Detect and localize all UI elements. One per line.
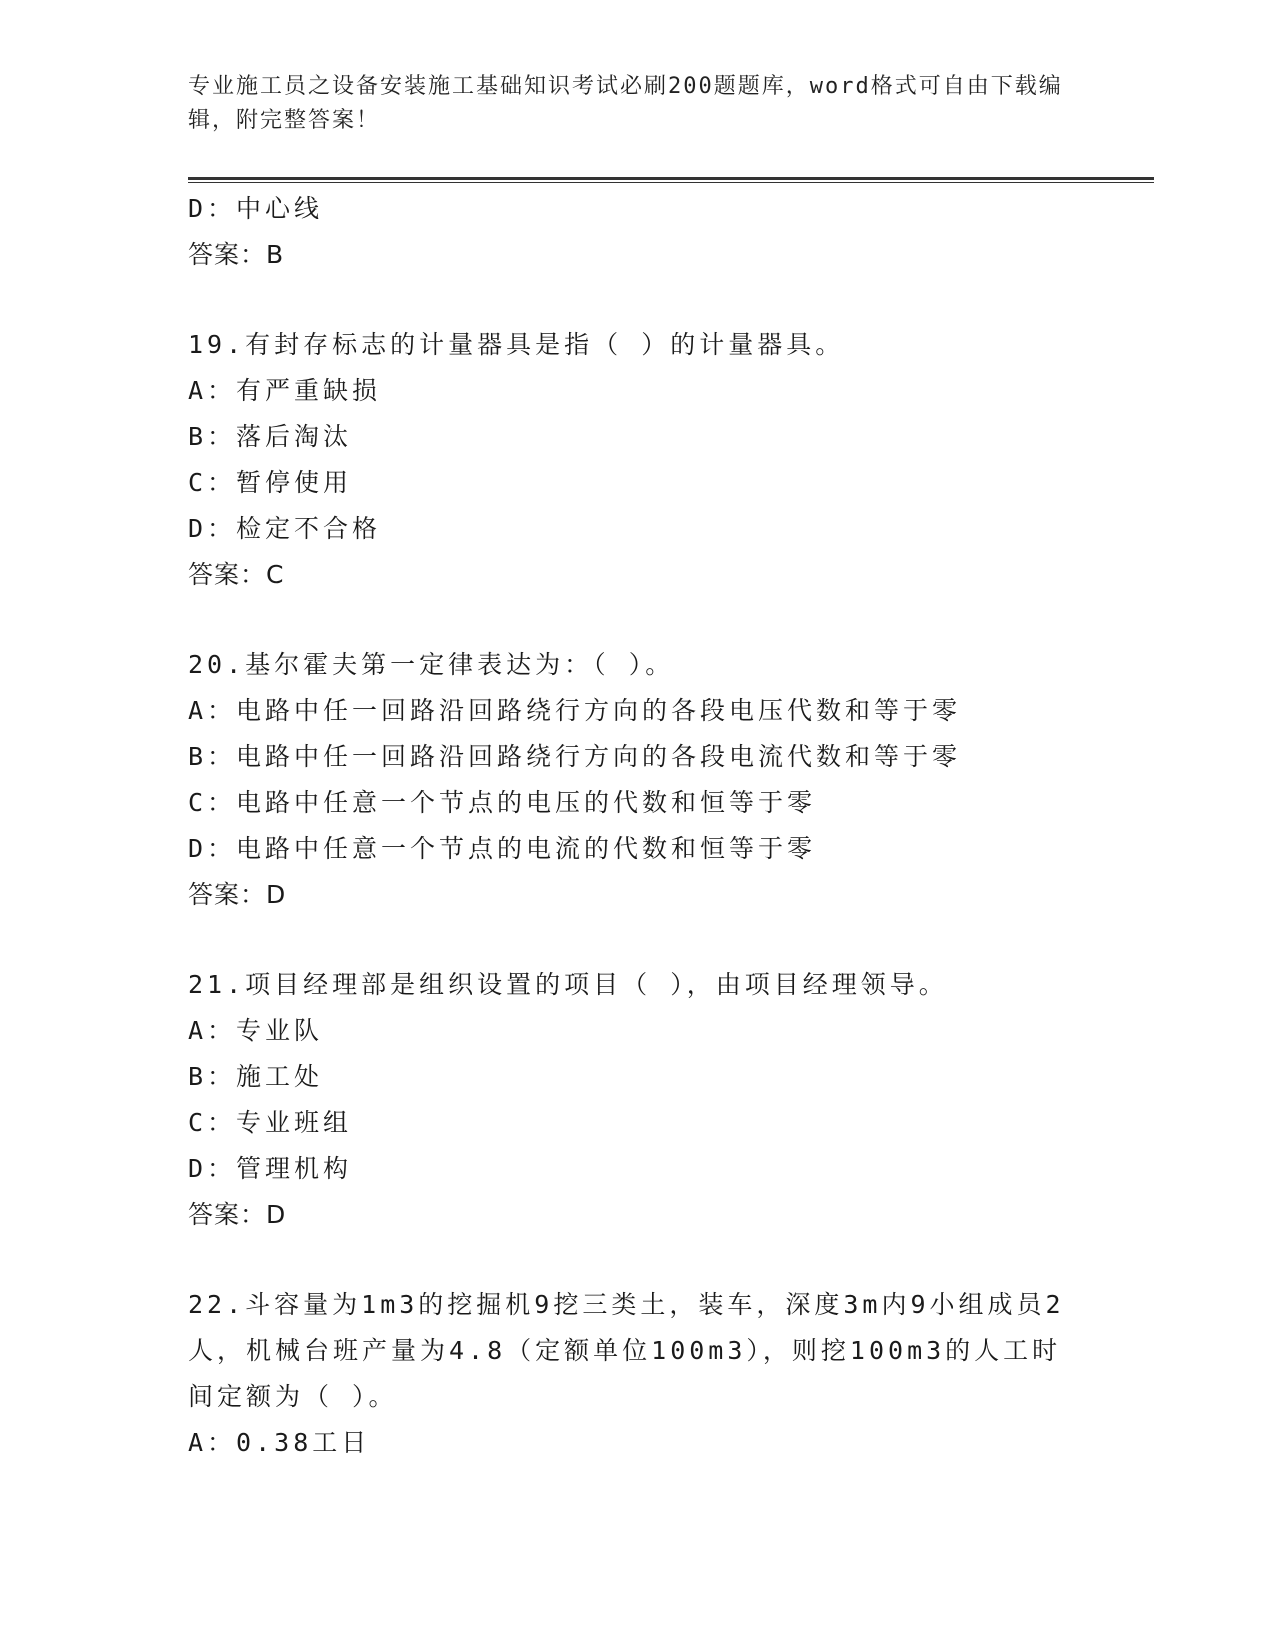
spacer bbox=[188, 598, 1088, 642]
answer: 答案：C bbox=[188, 560, 285, 589]
option-c: C：专业班组 bbox=[188, 1108, 353, 1137]
option-c: C：电路中任意一个节点的电压的代数和恒等于零 bbox=[188, 788, 817, 817]
option-b: B：落后淘汰 bbox=[188, 422, 353, 451]
carryover-answer: 答案：B bbox=[188, 240, 285, 269]
option-d: D：电路中任意一个节点的电流的代数和恒等于零 bbox=[188, 834, 817, 863]
question-22 bbox=[188, 1282, 1088, 1466]
option-b: B：施工处 bbox=[188, 1062, 324, 1091]
question-stem: 19.有封存标志的计量器具是指（ ）的计量器具。 bbox=[188, 330, 845, 359]
question-19 bbox=[188, 322, 1088, 598]
option-d: D：检定不合格 bbox=[188, 514, 382, 543]
spacer bbox=[188, 918, 1088, 962]
option-d: D：管理机构 bbox=[188, 1154, 353, 1183]
question-stem: 22.斗容量为1m3的挖掘机9挖三类土，装车，深度3m内9小组成员2人，机械台班产量为4.8（定额单位100m3），则挖100m3的人工时间定额为（ ）。 bbox=[188, 1290, 1065, 1411]
question-stem: 20.基尔霍夫第一定律表达为：（ ）。 bbox=[188, 650, 675, 679]
question-list bbox=[188, 186, 1088, 1466]
document-title: 专业施工员之设备安装施工基础知识考试必刷200题题库，word格式可自由下载编辑，附完整答案！ bbox=[188, 74, 1063, 133]
spacer bbox=[188, 278, 1088, 322]
header-divider-thick bbox=[188, 177, 1154, 180]
carryover-option-d: D：中心线 bbox=[188, 194, 324, 223]
question-20 bbox=[188, 642, 1088, 918]
option-a: A：专业队 bbox=[188, 1016, 324, 1045]
option-a: A：电路中任一回路沿回路绕行方向的各段电压代数和等于零 bbox=[188, 696, 962, 725]
answer: 答案：D bbox=[188, 880, 287, 909]
option-b: B：电路中任一回路沿回路绕行方向的各段电流代数和等于零 bbox=[188, 742, 962, 771]
spacer bbox=[188, 1238, 1088, 1282]
question-stem: 21.项目经理部是组织设置的项目（ ），由项目经理领导。 bbox=[188, 970, 948, 999]
document-header bbox=[188, 70, 1068, 138]
option-a: A：有严重缺损 bbox=[188, 376, 382, 405]
option-a: A：0.38工日 bbox=[188, 1428, 371, 1457]
option-c: C：暂停使用 bbox=[188, 468, 353, 497]
header-divider-thin bbox=[188, 182, 1154, 183]
answer: 答案：D bbox=[188, 1200, 287, 1229]
question-21 bbox=[188, 962, 1088, 1238]
